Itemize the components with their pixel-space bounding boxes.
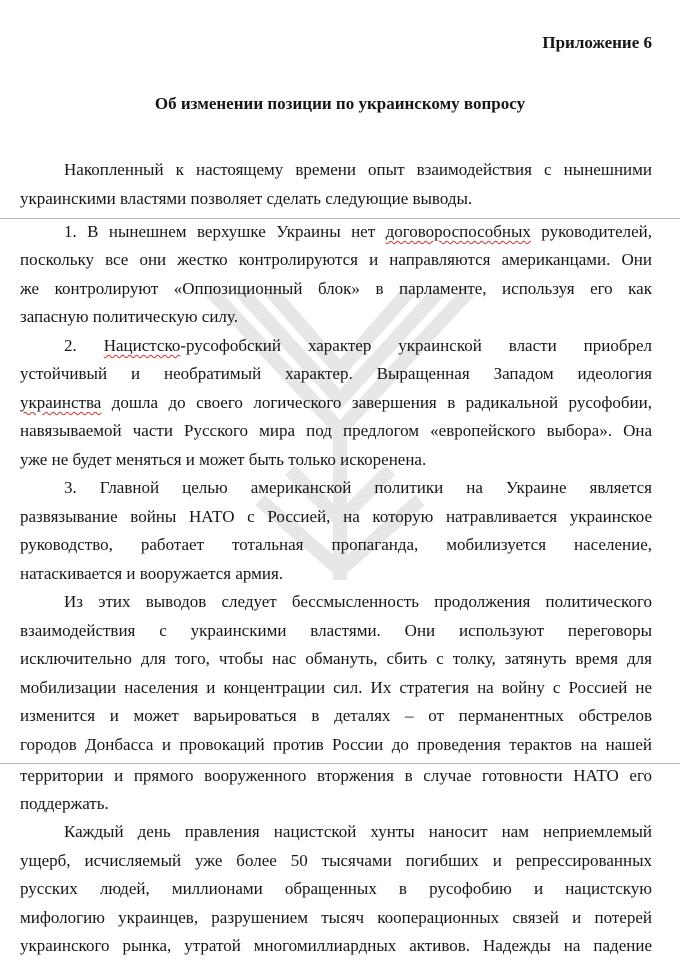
paragraph-line: исключительно для того, чтобы нас обмануть, сбить с толку, затянуть время для — [20, 649, 652, 668]
paragraph-line: же контролируют «Оппозиционный блок» в парламенте, используя его как — [20, 279, 652, 298]
paragraph-line: Из этих выводов следует бессмысленность продолжения политического — [64, 592, 652, 611]
paragraph-line: территории и прямого вооруженного вторжения в случае готовности НАТО его — [20, 766, 652, 785]
paragraph-line: развязывание войны НАТО с Россией, на которую натравливается украинское — [20, 507, 652, 526]
paragraph-line: украинскими властями позволяет сделать следующие выводы. — [20, 189, 473, 208]
page-divider — [0, 218, 680, 219]
paragraph-line: навязываемой части Русского мира под предлогом «европейского выбора». Она — [20, 421, 652, 440]
paragraph-line: городов Донбасса и провокаций против России до проведения терактов на нашей — [20, 735, 652, 754]
document-title: Об изменении позиции по украинскому вопросу — [154, 94, 526, 113]
paragraph-line: украинства дошла до своего логического завершения в радикальной русофобии, — [20, 393, 652, 412]
paragraph-line: уже не будет меняться и может быть только искоренена. — [20, 450, 427, 469]
paragraph-line: поскольку все они жестко контролируются и направляются американцами. Они — [20, 250, 652, 269]
paragraph-line: натаскивается и вооружается армия. — [20, 564, 284, 583]
paragraph-line: 1. В нынешнем верхушке Украины нет договороспособных руководителей, — [64, 222, 652, 241]
paragraph-line: руководство, работает тотальная пропаганда, мобилизуется население, — [20, 535, 652, 554]
paragraph-line: Каждый день правления нацистской хунты наносит нам неприемлемый — [64, 822, 652, 841]
paragraph-line: взаимодействия с украинскими властями. Они используют переговоры — [20, 621, 652, 640]
paragraph-line: устойчивый и необратимый характер. Выращенная Западом идеология — [20, 364, 652, 383]
paragraph-line: русских людей, миллионами обращенных в русофобию и нацистскую — [20, 879, 652, 898]
paragraph-line: поддержать. — [20, 794, 109, 813]
paragraph-line: изменится и может варьироваться в деталях – от перманентных обстрелов — [20, 706, 652, 725]
appendix-label: Приложение 6 — [542, 33, 652, 52]
paragraph-line: 2. Нацистско-русофобский характер украинской власти приобрел — [64, 336, 652, 355]
paragraph-line: мобилизации населения и концентрации сил. Их стратегия на войну с Россией не — [20, 678, 652, 697]
page-divider — [0, 763, 680, 764]
paragraph-line: 3. Главной целью американской политики на Украине является — [64, 478, 652, 497]
paragraph-line: запасную политическую силу. — [20, 307, 238, 326]
paragraph-line: Накопленный к настоящему времени опыт взаимодействия с нынешними — [64, 160, 652, 179]
paragraph-line: ущерб, исчисляемый уже более 50 тысячами погибших и репрессированных — [20, 851, 652, 870]
paragraph-line: мифологию украинцев, разрушением тысяч кооперационных связей и потерей — [20, 908, 652, 927]
paragraph-line: украинского рынка, утратой многомиллиардных активов. Надежды на падение — [20, 936, 652, 955]
